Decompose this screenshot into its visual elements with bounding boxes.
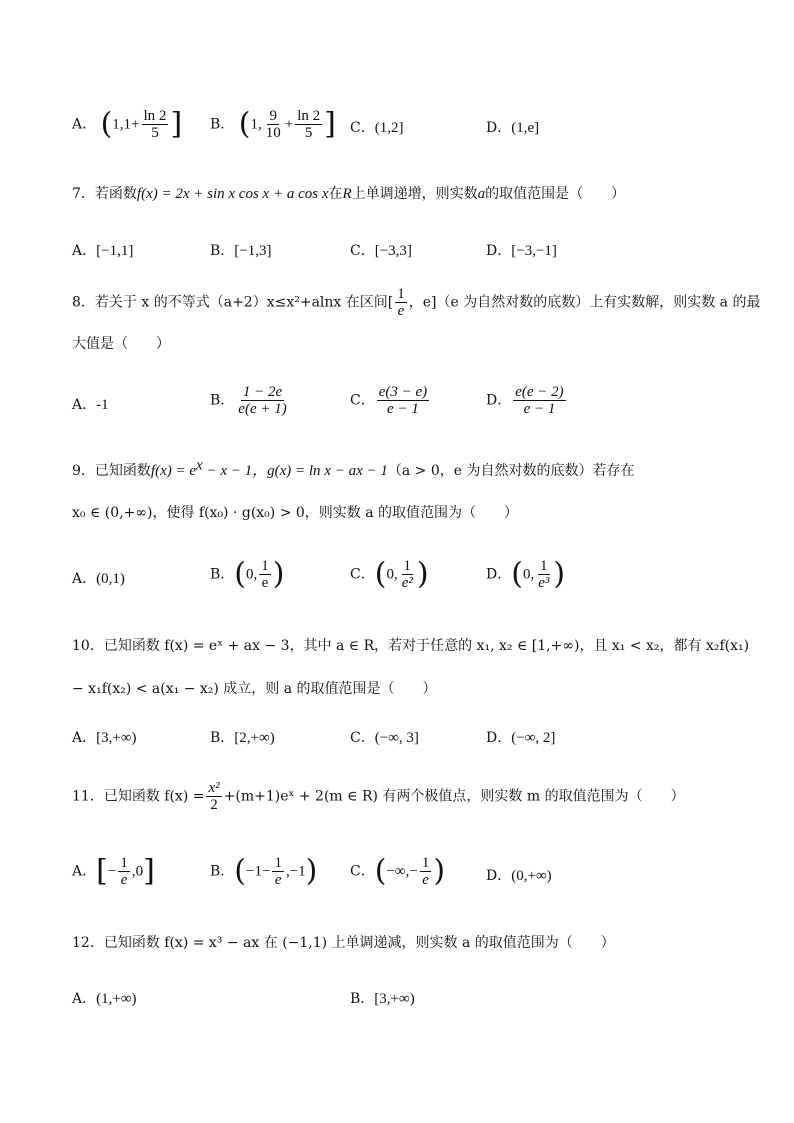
q11-option-c: C．(−∞,− $\frac{1}{e}$ )	[350, 853, 446, 889]
question-9-line-1: 9．已知函数$f(x) = e^x - x - 1$，g(x) = ln x − ax − 1（a > 0，e 为自然对数的底数）若存在	[72, 457, 635, 479]
q6-option-a: A． (1,1+ $\frac{\ln 2}{5}$ ]	[72, 106, 183, 142]
q10-option-a: A．[3,+∞)	[72, 730, 137, 746]
question-8-line-2: 大值是（ ）	[72, 336, 170, 352]
question-9-line-2: x₀ ∈ (0,+∞)，使得 f(x₀) · g(x₀) > 0，则实数 a 的取值范围为（ ）	[72, 505, 519, 521]
q8-option-c: C． $\frac{e(3 - e)}{e - 1}$	[350, 384, 428, 417]
q6-option-b: B． (1, $\frac{9}{10}$ + $\frac{\ln 2}{5}$ ]	[210, 106, 336, 142]
question-10-line-1: 10．已知函数 f(x) = eˣ + ax − 3，其中 a ∈ R，若对于任意的 x₁, x₂ ∈ [1,+∞)，且 x₁ < x₂，都有 x₂f(x₁)	[72, 638, 750, 654]
question-8-line-1: 8．若关于 x 的不等式（a+2）x≤x²+alnx 在区间[ $\frac{1}{e}$ ，e]（e 为自然对数的底数）上有实数解，则实数 a 的最	[72, 286, 761, 319]
q11-option-d: D．(0,+∞)	[486, 868, 552, 884]
question-7: 7．若函数f(x) = 2x + sin x cos x + a cos x在R上单调递增，则实数a的取值范围是（ ）	[72, 186, 626, 202]
q6-option-d: D．(1,e]	[486, 120, 540, 136]
q8-option-b: B． $\frac{1 - 2e}{e(e + 1)}$	[210, 384, 287, 417]
question-10-line-2: − x₁f(x₂) < a(x₁ − x₂) 成立，则 a 的取值范围是（ ）	[72, 681, 437, 697]
q7-option-b: B．[−1,3]	[210, 243, 272, 259]
q12-option-a: A．(1,+∞)	[72, 991, 137, 1007]
question-11: 11．已知函数 f(x) = $\frac{\text{x²}}{2}$ +(m+1)eˣ + 2(m ∈ R) 有两个极值点，则实数 m 的取值范围为（ ）	[72, 780, 685, 813]
q10-option-b: B．[2,+∞)	[210, 730, 275, 746]
q9-option-a: A．(0,1)	[72, 571, 125, 587]
question-12: 12．已知函数 f(x) = x³ − ax 在 (−1,1) 上单调递减，则实数 a 的取值范围为（ ）	[72, 935, 615, 951]
q12-option-b: B．[3,+∞)	[350, 991, 415, 1007]
q9-option-b: B．(0, $\frac{1}{e}$ )	[210, 556, 285, 592]
q6-option-c: C．(1,2]	[350, 120, 404, 136]
q9-option-c: C．(0, $\frac{1}{\text{e²}}$ )	[350, 556, 429, 592]
q11-option-b: B．(−1− $\frac{1}{e}$ ,−1)	[210, 853, 318, 889]
q7-option-d: D．[−3,−1]	[486, 243, 557, 259]
q7-option-c: C．[−3,3]	[350, 243, 412, 259]
q10-option-d: D．(−∞, 2]	[486, 730, 556, 746]
q8-option-d: D． $\frac{e(e - 2)}{e - 1}$	[486, 384, 564, 417]
q10-option-c: C．(−∞, 3]	[350, 730, 419, 746]
q7-option-a: A．[−1,1]	[72, 243, 134, 259]
q11-option-a: A．[− $\frac{1}{e}$ ,0]	[72, 853, 155, 889]
q8-option-a: A．-1	[72, 397, 109, 413]
q9-option-d: D．(0, $\frac{1}{\text{e³}}$ )	[486, 556, 566, 592]
